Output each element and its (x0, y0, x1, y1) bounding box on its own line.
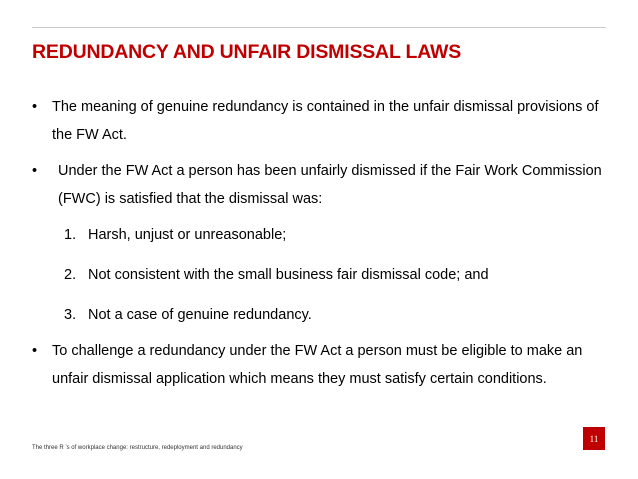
top-divider (32, 27, 606, 28)
bullet-icon: • (32, 343, 38, 359)
numbered-list (32, 221, 606, 329)
bullet-item (32, 93, 606, 149)
bullet-item (32, 157, 606, 213)
bullet-text: The meaning of genuine redundancy is contained in the unfair dismissal provisions of the FW Act. (52, 99, 599, 143)
bullet-item (32, 337, 606, 393)
item-number: 3. (64, 307, 77, 323)
numbered-item (32, 301, 606, 329)
item-text: Not consistent with the small business fair dismissal code; and (88, 267, 489, 283)
bullet-icon: • (32, 163, 38, 179)
item-text: Not a case of genuine redundancy. (88, 307, 312, 323)
item-number: 1. (64, 227, 77, 243)
page-number-badge: 11 (583, 427, 605, 450)
numbered-item (32, 221, 606, 249)
bullet-icon: • (32, 99, 38, 115)
bullet-text: Under the FW Act a person has been unfairly dismissed if the Fair Work Commission (FWC) is satisfied that the dismissal was: (58, 163, 602, 207)
slide-body (32, 93, 606, 401)
item-text: Harsh, unjust or unreasonable; (88, 227, 287, 243)
numbered-item (32, 261, 606, 289)
slide-footer: The three R ’s of workplace change: restructure, redeployment and redundancy (32, 445, 243, 451)
item-number: 2. (64, 267, 77, 283)
slide-title: REDUNDANCY AND UNFAIR DISMISSAL LAWS (32, 41, 462, 63)
bullet-text: To challenge a redundancy under the FW Act a person must be eligible to make an unfair dismissal application which means they must satisfy certain conditions. (52, 343, 583, 387)
